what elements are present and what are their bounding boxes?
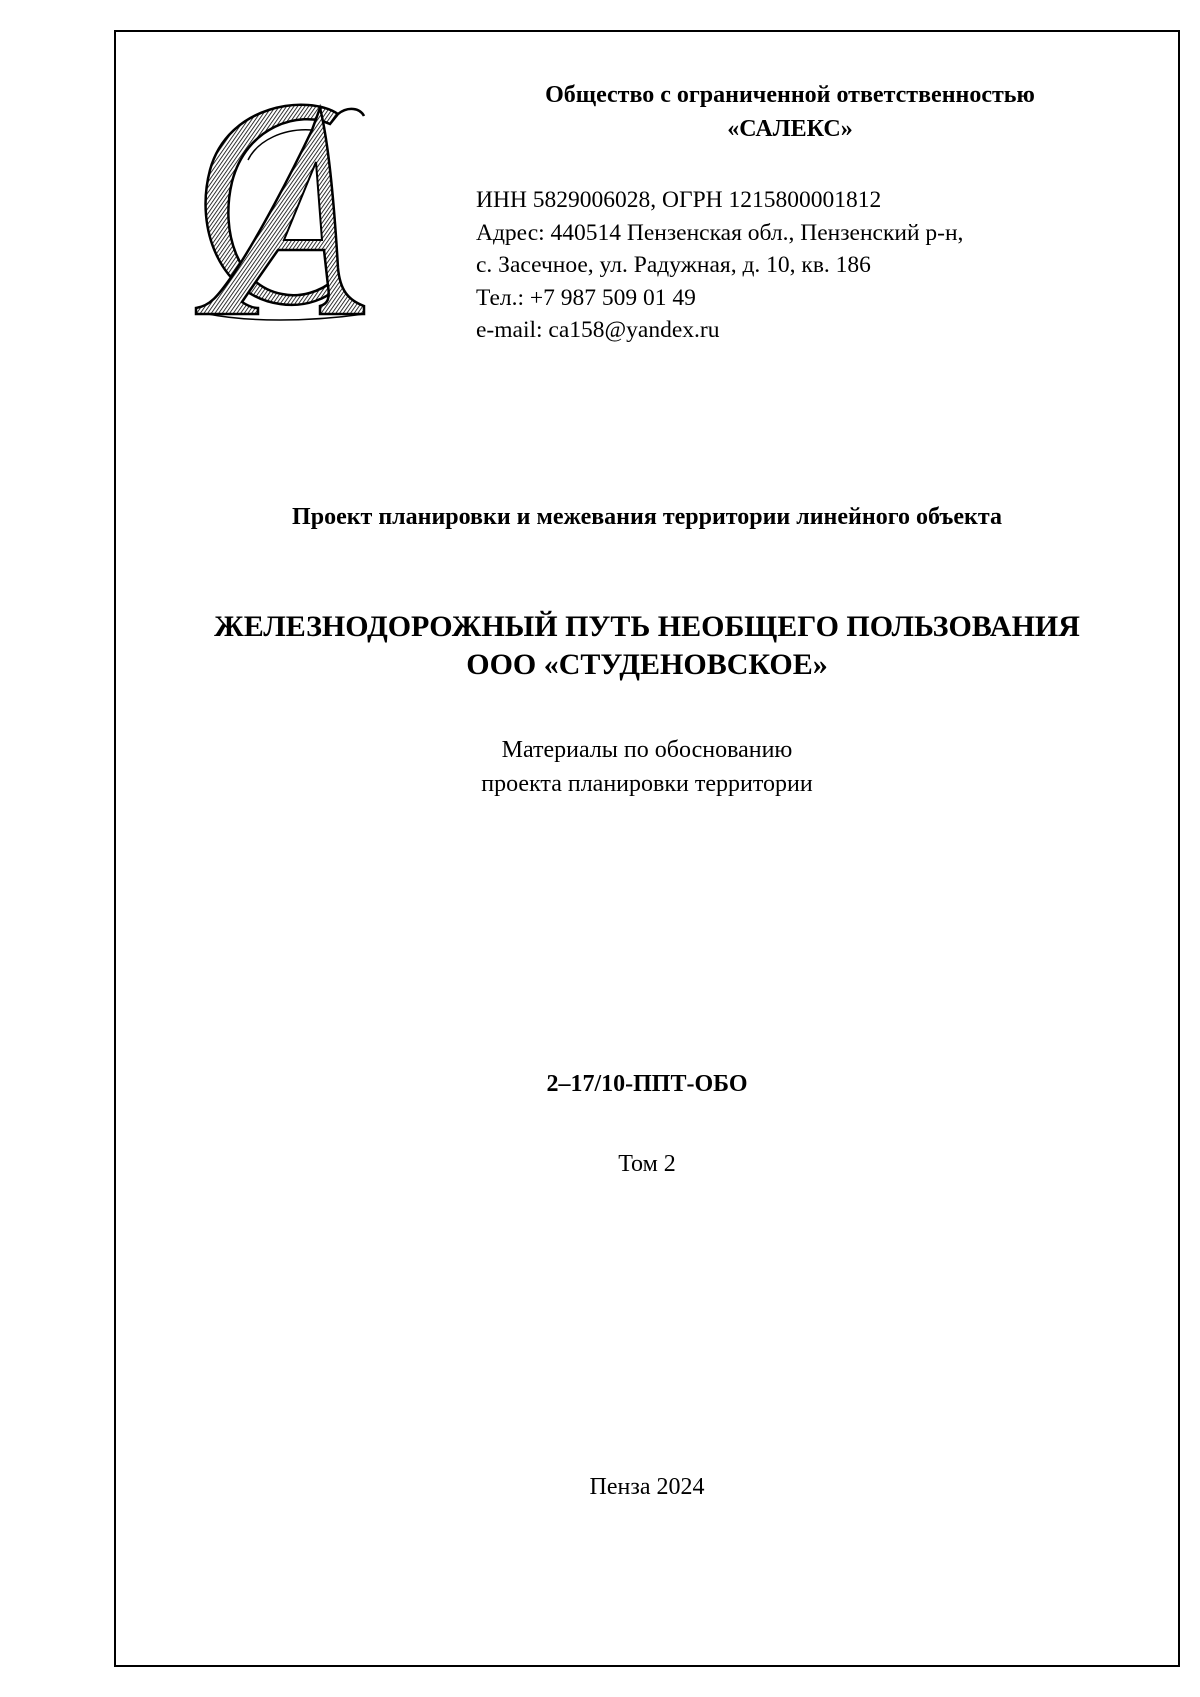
company-brand: «САЛЕКС»	[727, 116, 853, 142]
project-title	[120, 608, 1174, 684]
company-legal-form: Общество с ограниченной ответственностью	[545, 82, 1035, 108]
project-title-line2: ООО «СТУДЕНОВСКОЕ»	[466, 648, 828, 681]
company-inn-ogrn: ИНН 5829006028, ОГРН 1215800001812	[476, 187, 882, 213]
company-address-line1: Адрес: 440514 Пензенская обл., Пензенский р-н,	[476, 219, 964, 246]
company-name	[470, 78, 1110, 146]
materials-line1: Материалы по обоснованию	[501, 737, 793, 763]
city-year: Пенза 2024	[589, 1474, 705, 1500]
company-phone: Тел.: +7 987 509 01 49	[476, 284, 696, 311]
project-kind: Проект планировки и межевания территории линейного объекта	[292, 504, 1002, 530]
volume-number: Том 2	[618, 1151, 676, 1177]
materials-line2: проекта планировки территории	[481, 771, 813, 797]
company-details	[476, 184, 1116, 347]
document-code: 2–17/10-ППТ-ОБО	[546, 1071, 748, 1097]
project-title-line1: ЖЕЛЕЗНОДОРОЖНЫЙ ПУТЬ НЕОБЩЕГО ПОЛЬЗОВАНИЯ	[214, 610, 1080, 643]
company-address-line2: с. Засечное, ул. Радужная, д. 10, кв. 186	[476, 252, 871, 278]
company-monogram-logo	[188, 100, 378, 325]
materials-description	[120, 733, 1174, 801]
company-email: e-mail: ca158@yandex.ru	[476, 317, 720, 343]
